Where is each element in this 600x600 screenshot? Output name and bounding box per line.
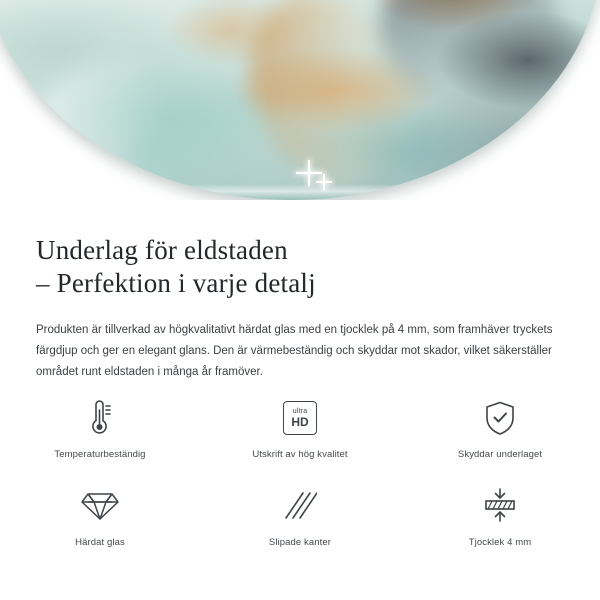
feature-label: Utskrift av hög kvalitet: [252, 449, 348, 460]
ultra-hd-top-text: ultra: [292, 408, 308, 415]
hero-image: [0, 0, 600, 200]
feature-grid: [0, 395, 600, 571]
feature-item-protection: [400, 395, 600, 483]
ultra-hd-icon: [283, 395, 317, 441]
feature-item-print-quality: [200, 395, 400, 483]
feature-label: Härdat glas: [75, 537, 125, 548]
diamond-icon: [80, 483, 120, 529]
page-title-line-2: – Perfektion i varje detalj: [36, 268, 316, 298]
page-title: [36, 234, 566, 300]
feature-label: Slipade kanter: [268, 537, 332, 548]
product-description: Produkten är tillverkad av högkvalitativt härdat glas med en tjocklek på 4 mm, som framhäver tryckets färgdjup och ger en elegant glans. Den är värmebeständig och skyddar mot skador, vilket säkerställer området runt eldstaden i många år framöver.: [36, 324, 553, 378]
feature-label: Tjocklek 4 mm: [468, 537, 532, 548]
feature-item-thickness: [400, 483, 600, 571]
feature-item-polished-edges: [200, 483, 400, 571]
feature-item-temperature: [0, 395, 200, 483]
page-title-line-1: Underlag för eldstaden: [36, 235, 288, 265]
marble-glass-disc-image: [0, 0, 600, 200]
thickness-icon: [480, 483, 520, 529]
ultra-hd-bottom-text: HD: [291, 415, 309, 429]
glass-edge-highlight: [0, 184, 600, 200]
feature-label: Skyddar underlaget: [457, 449, 543, 460]
polished-edges-icon: [283, 483, 317, 529]
thermometer-icon: [82, 395, 118, 441]
content-section: [0, 200, 600, 383]
shield-check-icon: [483, 395, 517, 441]
feature-label: Temperaturbeständig: [54, 449, 146, 460]
feature-item-tempered-glass: [0, 483, 200, 571]
